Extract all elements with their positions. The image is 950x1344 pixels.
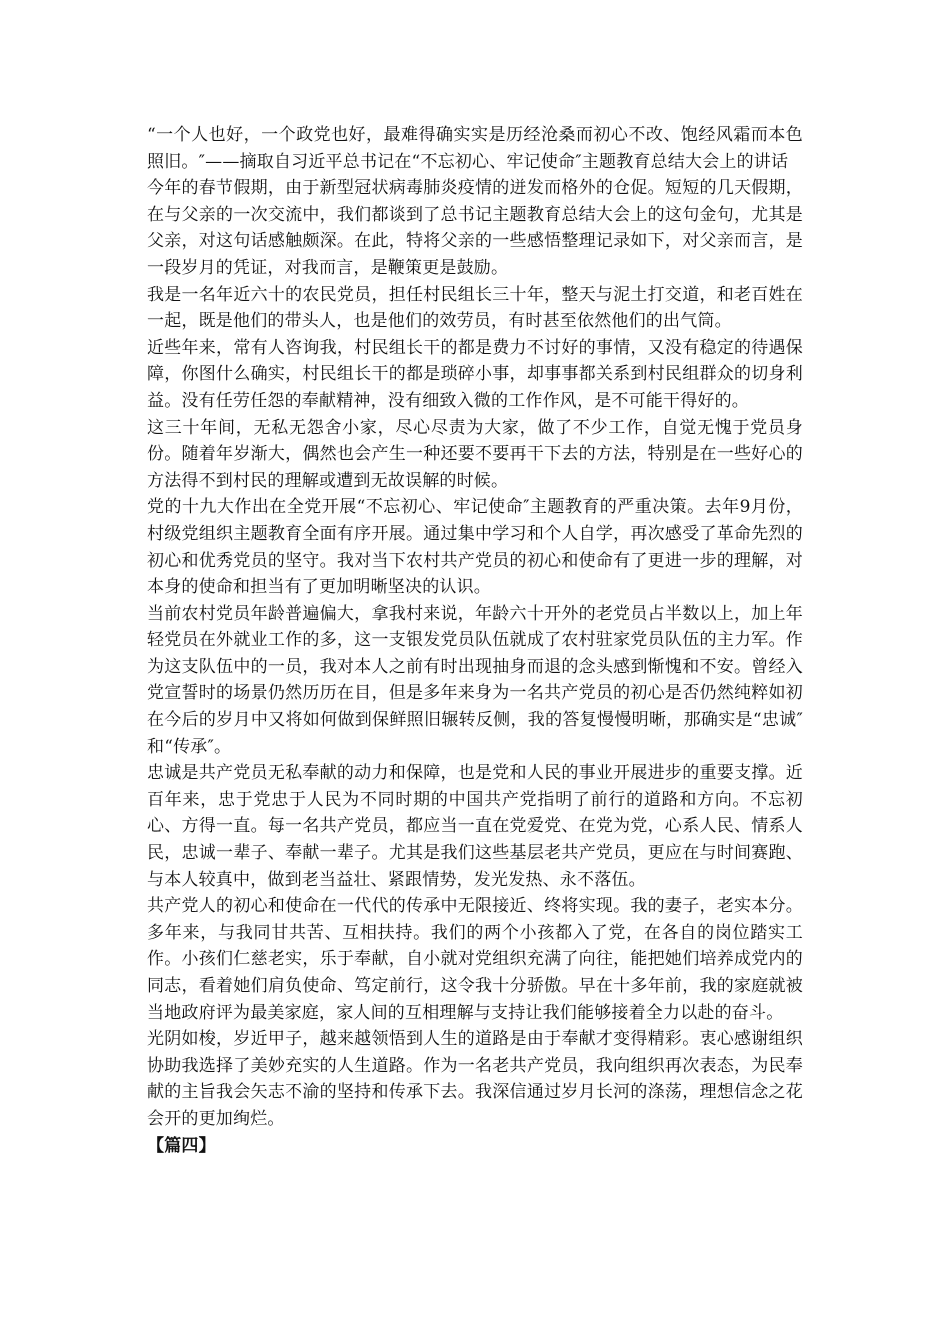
section-heading: 【篇四】	[147, 1135, 216, 1156]
paragraph-loyalty: 忠诚是共产党员无私奉献的动力和保障，也是党和人民的事业开展进步的重要支撑。近百年来，忠于党忠于人民为不同时期的中国共产党指明了前行的道路和方向。不忘初心、方得一直。每一名共产党员，都应当一直在党爱党、在党为党，心系人民、情系人民，忠诚一辈子、奉献一辈子。尤其是我们这些基层老共产党员，更应在与时间赛跑、与本人较真中，做到老当益壮、紧跟情势，发光发热、永不落伍。	[147, 763, 803, 890]
paragraph-quote: “一个人也好，一个政党也好，最难得确实实是历经沧桑而初心不改、饱经风霜而本色照旧。″——摘取自习近平总书记在“不忘初心、牢记使命″主题教育总结大会上的讲话	[147, 125, 803, 172]
paragraph-inheritance: 共产党人的初心和使命在一代代的传承中无限接近、终将实现。我的妻子，老实本分。多年来，与我同甘共苦、互相扶持。我们的两个小孩都入了党，在各自的岗位踏实工作。小孩们仁慈老实，乐于奉献，自小就对党组织充满了向往，能把她们培养成党内的同志，看着她们肩负使命、笃定前行，这令我十分骄傲。早在十多年前，我的家庭就被当地政府评为最美家庭，家人间的互相理解与支持让我们能够接着全力以赴的奋斗。	[147, 896, 803, 1023]
paragraph-thirty-years: 这三十年间，无私无怨舍小家，尽心尽责为大家，做了不少工作，自觉无愧于党员身份。随着年岁渐大，偶然也会产生一种还要不要再干下去的方法，特别是在一些好心的方法得不到村民的理解或遭到无故误解的时候。	[147, 417, 803, 491]
paragraph-party-congress: 党的十九大作出在全党开展“不忘初心、牢记使命″主题教育的严重决策。去年9月份，村级党组织主题教育全面有序开展。通过集中学习和个人自学，再次感受了革命先烈的初心和优秀党员的坚守。我对当下农村共产党员的初心和使命有了更进一步的理解，对本身的使命和担当有了更加明晰坚决的认识。	[147, 497, 803, 598]
paragraph-spring-festival: 今年的春节假期，由于新型冠状病毒肺炎疫情的迸发而格外的仓促。短短的几天假期，在与父亲的一次交流中，我们都谈到了总书记主题教育总结大会上的这句金句，尤其是父亲，对这句话感触颇深。在此，特将父亲的一些感悟整理记录如下，对父亲而言，是一段岁月的凭证，对我而言，是鞭策更是鼓励。	[147, 178, 803, 278]
paragraph-rural-members: 当前农村党员年龄普遍偏大，拿我村来说，年龄六十开外的老党员占半数以上，加上年轻党员在外就业工作的多，这一支银发党员队伍就成了农村驻家党员队伍的主力军。作为这支队伍中的一员，我对本人之前有时出现抽身而退的念头感到惭愧和不安。曾经入党宣誓时的场景仍然历历在目，但是多年来身为一名共产党员的初心是否仍然纯粹如初在今后的岁月中又将如何做到保鲜照旧辗转反侧，我的答复慢慢明晰，那确实是“忠诚″和“传承″。	[147, 603, 803, 757]
paragraph-conclusion: 光阴如梭，岁近甲子，越来越领悟到人生的道路是由于奉献才变得精彩。衷心感谢组织协助我选择了美妙充实的人生道路。作为一名老共产党员，我向组织再次表态，为民奉献的主旨我会矢志不渝的坚持和传承下去。我深信通过岁月长河的涤荡，理想信念之花会开的更加绚烂。	[147, 1029, 803, 1129]
paragraph-recent-years: 近些年来，常有人咨询我，村民组长干的都是费力不讨好的事情，又没有稳定的待遇保障，你图什么确实，村民组长干的都是琐碎小事，却事事都关系到村民组群众的切身利益。没有任劳任怨的奉献精神，没有细致入微的工作作风，是不可能干得好的。	[147, 337, 803, 411]
document-body	[147, 122, 803, 1159]
paragraph-village-leader: 我是一名年近六十的农民党员，担任村民组长三十年，整天与泥土打交道，和老百姓在一起，既是他们的带头人，也是他们的效劳员，有时甚至依然他们的出气筒。	[147, 284, 803, 332]
